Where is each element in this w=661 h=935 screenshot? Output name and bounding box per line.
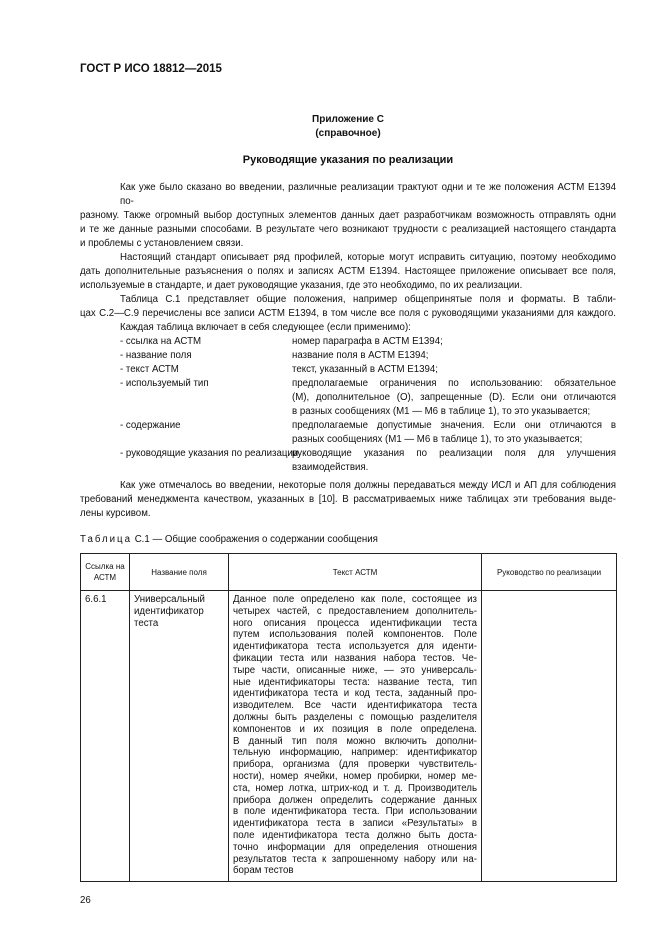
cell-name: Универсальный идентификатор теста [130,591,229,882]
text-line: борам тестов [233,865,294,877]
col-header-name: Название поля [130,554,229,591]
cell-text [229,591,482,882]
text-line: (М), дополнительное (О), запрещенные (D). Если они отличаются [292,392,616,403]
col-header-guidance: Руководство по реализации [482,554,617,591]
appendix-subtitle: (справочное) [315,128,381,139]
text-line: дать дополнительные разъяснения о полях и записях АСТМ Е1394. Настоящее приложение описывает все поля, [80,266,616,277]
table-c1 [80,553,617,882]
text-line: идентификатора теста и код теста, заданный про- [233,688,477,700]
text-line: фикации теста или названия набора тестов. Че- [233,652,477,664]
definition-term: - текст АСТМ [120,364,179,375]
text-line: ного описания процесса идентификации теста [233,617,477,629]
definition-term: - название поля [120,350,192,361]
text-line: номер параграфа в АСТМ Е1394; [292,336,443,347]
text-line: разному. Также огромный выбор доступных элементов данных дает разработчикам возможность отправлять одни [80,210,616,221]
text-line: путем использования полей компонентов. Поле [233,629,477,641]
text-line: предполагаемые допустимые значения. Если они отличаются в [292,420,616,431]
text-line: поле идентификатора теста должно быть доста- [233,829,477,841]
intro-paragraphs [80,181,616,335]
definition-item [120,349,616,363]
closing-paragraph [80,479,616,521]
definition-text [292,349,616,363]
text-line: должны быть разделены с помощью разделителя [233,711,477,723]
text-line: и проблемы с установлением связи. [80,238,244,249]
appendix-title: Приложение С [312,114,384,125]
definition-text [292,419,616,447]
definition-term: - ссылка на АСТМ [120,336,202,347]
text-line: изводителем. Все части идентификатора теста [233,700,477,712]
text-line: в разных сообщениях (М1 — М6 в таблице 1), то это указывается; [292,406,591,417]
text-line: идентификатора теста используется для иденти- [233,641,477,653]
cell-ref: 6.6.1 [81,591,130,882]
text-line: четырех частей, с предоставлением дополнитель- [233,605,477,617]
definition-item [120,363,616,377]
definition-text [292,377,616,419]
text-line: и те же данные разными способами. В результате чего возникают трудности с реализацией настоящего стандарта [80,224,616,235]
definition-text [292,335,616,349]
table-caption [80,533,616,547]
definition-item [120,335,616,349]
text-line: прибора должен определить содержание данных [233,794,477,806]
text-line: ности), номер ячейки, номер пробирки, номер ме- [233,770,477,782]
definition-term: - руководящие указания по реализации [120,448,299,459]
text-line: разных сообщениях (М1 — М6 в таблице 1), то это указывается; [292,434,583,445]
definition-list [120,335,616,475]
text-line: результатов теста к запрошенному набору или на- [233,853,477,865]
text-line: ные идентификаторы теста: название теста, тип [233,676,477,688]
definition-text [292,447,616,475]
text-line: взаимодействия. [292,462,369,473]
definition-text [292,363,616,377]
text-line: В данный тип поля можно включить дополни- [233,735,477,747]
definition-item [120,419,616,447]
text-line: цах С.2—С.9 перечислены все записи АСТМ Е1394, в том числе все поля с руководящими указаниями для каждого. [80,308,616,319]
text-line: идентификатора теста в записи «Результаты» в [233,818,477,830]
col-header-ref: Ссылка на АСТМ [81,554,130,591]
text-line: точно информации для определения отношения [233,841,477,853]
section-title: Руководящие указания по реализации [242,154,454,166]
text-line: тыре части, описанные ниже, — это универсаль- [233,664,477,676]
text-line: лены курсивом. [80,508,151,519]
text-line: Данное поле определено как поле, состоящее из [233,594,477,605]
page-body [80,181,616,908]
definition-item [120,377,616,419]
caption-label: Таблица [80,534,132,545]
paragraph [80,251,616,293]
text-line: прибора, организма (для проверки чувствитель- [233,759,477,771]
document-header: ГОСТ Р ИСО 18812—2015 [80,63,222,75]
text-line: название поля в АСТМ Е1394; [292,350,429,361]
page-number: 26 [80,895,91,907]
text-line: в поле идентификатора теста. При использовании [233,806,477,818]
text-line: используемые в стандарте, и дает руководящие указания, где это необходимо, по их реализации. [80,280,523,291]
text-line: Настоящий стандарт описывает ряд профилей, которые могут исправить ситуацию, поэтому необходимо [120,252,616,263]
text-line: текст, указанный в АСТМ Е1394; [292,364,438,375]
text-line: Каждая таблица включает в себя следующее (если применимо): [120,322,411,333]
text-line: требований менеджмента качеством, указанных в [10]. В рассматриваемых ниже таблицах эти требования выде- [80,494,616,505]
definition-item [120,447,616,475]
text-line: компонентов и их позиция в поле определена. [233,723,477,735]
caption-text: С.1 — Общие соображения о содержании сообщения [134,534,378,545]
paragraph [80,181,616,251]
text-line: Таблица С.1 представляет общие положения, например общепринятые поля и форматы. В табли- [120,294,616,305]
table-row [81,591,617,882]
text-line: предполагаемые ограничения по использованию: обязательное [292,378,616,389]
text-line: Как уже отмечалось во введении, некоторые поля должны передаваться между ИСЛ и АП для соблюдения [120,480,616,491]
paragraph [80,293,616,335]
cell-guidance [482,591,617,882]
text-line: руководящие указания по реализации поля для улучшения [292,448,616,459]
definition-term: - содержание [120,420,181,431]
definition-term: - используемый тип [120,378,209,389]
text-line: ста, номер лотка, штрих-код и т. д. Производитель [233,782,477,794]
col-header-text: Текст АСТМ [229,554,482,591]
text-line: Как уже было сказано во введении, различные реализации трактуют одни и те же положения АСТМ Е1394 по- [120,182,616,207]
text-line: тельную информацию, например: идентификатор [233,747,477,759]
